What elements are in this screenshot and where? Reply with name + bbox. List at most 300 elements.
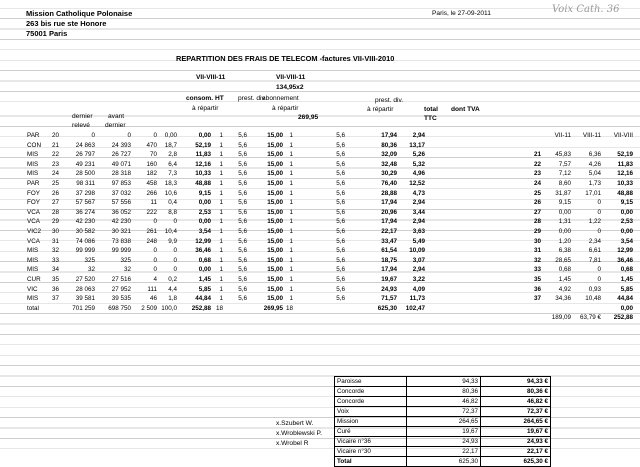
table-cell: 5,6 bbox=[336, 179, 345, 187]
table-cell: 4,96 bbox=[412, 170, 425, 178]
table-cell: 2,94 bbox=[412, 218, 425, 226]
hdr-total: total bbox=[424, 106, 438, 113]
table-cell: 1 bbox=[289, 227, 293, 235]
table-cell: 5,6 bbox=[238, 141, 247, 149]
table-cell: 269,95 bbox=[263, 304, 283, 312]
table-row bbox=[528, 285, 634, 295]
table-cell: 1,45 bbox=[198, 275, 211, 283]
table-cell: 0,68 bbox=[558, 266, 571, 274]
table-cell: 22 bbox=[533, 160, 541, 168]
table-cell: 1 bbox=[219, 208, 223, 216]
table-cell: MIS bbox=[27, 295, 39, 303]
table-cell bbox=[48, 304, 60, 314]
table-row bbox=[528, 256, 634, 266]
table-cell: 23 bbox=[533, 170, 541, 178]
table-cell: 99 999 bbox=[75, 247, 95, 255]
table-cell: 28 bbox=[533, 218, 541, 226]
table-cell: 3,54 bbox=[620, 237, 633, 245]
table-row bbox=[26, 256, 426, 266]
table-row bbox=[528, 160, 634, 170]
table-cell: 5,6 bbox=[336, 199, 345, 207]
monthly-split-table bbox=[528, 131, 634, 323]
name-szubert: x.Szubert W. bbox=[276, 420, 314, 427]
summary-row bbox=[335, 437, 551, 447]
table-cell: 6,36 bbox=[588, 151, 601, 159]
table-cell: 39 535 bbox=[111, 295, 131, 303]
table-cell: 2,94 bbox=[412, 199, 425, 207]
table-cell: 5,6 bbox=[336, 151, 345, 159]
table-cell: 0,00 bbox=[620, 227, 633, 235]
table-cell: 0 bbox=[153, 247, 157, 255]
summary-row bbox=[335, 407, 551, 417]
table-cell: 26 bbox=[51, 189, 59, 197]
table-cell: 12,52 bbox=[409, 179, 425, 187]
table-cell: 5,6 bbox=[238, 285, 247, 293]
table-cell: MIS bbox=[27, 170, 39, 178]
table-cell: 32 bbox=[51, 247, 59, 255]
table-cell: 8,60 bbox=[558, 179, 571, 187]
table-cell: 0,00 bbox=[198, 132, 211, 139]
table-cell: 1,45 bbox=[558, 275, 571, 283]
table-cell: 70 bbox=[149, 151, 157, 159]
table-cell: 5,6 bbox=[238, 275, 247, 283]
table-cell: 3,44 bbox=[412, 208, 425, 216]
table-cell: 1,31 bbox=[558, 218, 571, 226]
hdr-a-repartir: à répartir bbox=[192, 105, 219, 112]
table-cell: 15,00 bbox=[267, 151, 283, 159]
table-cell: 3,54 bbox=[198, 227, 211, 235]
table-cell: 32,48 bbox=[381, 160, 397, 168]
table-cell: 4,92 bbox=[558, 285, 571, 293]
table-cell: 0 bbox=[173, 218, 177, 226]
summary-cell: Total bbox=[335, 457, 407, 467]
summary-cell: 24,93 € bbox=[481, 437, 551, 447]
table-cell: 1,8 bbox=[168, 295, 177, 303]
table-cell: 325 bbox=[120, 256, 131, 264]
table-cell: 5,6 bbox=[336, 237, 345, 245]
table-cell: 5,6 bbox=[238, 151, 247, 159]
hdr-formula: 134,95x2 bbox=[276, 84, 304, 91]
table-cell: MIS bbox=[27, 266, 39, 274]
table-cell: 61,54 bbox=[381, 247, 397, 255]
table-cell: 5,49 bbox=[412, 237, 425, 245]
table-row bbox=[528, 275, 634, 285]
table-cell: 189,09 bbox=[551, 314, 571, 322]
summary-cell: Vicaire n°30 bbox=[335, 447, 407, 457]
table-cell: 0,00 bbox=[558, 208, 571, 216]
table-cell: 6,61 bbox=[588, 247, 601, 255]
table-cell: 52,19 bbox=[617, 151, 633, 159]
table-cell: 1,20 bbox=[558, 237, 571, 245]
table-cell: 37 032 bbox=[111, 189, 131, 197]
table-cell: 111 bbox=[147, 285, 157, 293]
table-cell: 1 bbox=[289, 179, 293, 187]
table-cell: 1 bbox=[219, 132, 223, 139]
table-row bbox=[26, 179, 426, 189]
summary-cell: 24,93 bbox=[407, 437, 481, 447]
table-row bbox=[528, 189, 634, 199]
table-cell: 12,16 bbox=[195, 160, 211, 168]
table-cell: 4 bbox=[153, 275, 157, 283]
table-cell: 2 509 bbox=[141, 304, 157, 312]
table-cell: 4,4 bbox=[168, 285, 177, 293]
table-cell: PAR bbox=[27, 132, 40, 139]
table-cell bbox=[528, 141, 542, 151]
table-cell: 0,00 bbox=[620, 208, 633, 216]
table-cell bbox=[224, 304, 248, 314]
table-cell: 4,09 bbox=[412, 285, 425, 293]
table-cell: 33,47 bbox=[381, 237, 397, 245]
table-cell bbox=[528, 304, 542, 314]
table-cell: 7,3 bbox=[168, 170, 177, 178]
table-cell: 0,00 bbox=[620, 304, 633, 312]
table-cell: 1 bbox=[289, 189, 293, 197]
table-cell: 37 bbox=[533, 295, 541, 303]
hdr-abonnement: abonnement bbox=[262, 95, 299, 102]
table-cell: 2,94 bbox=[412, 266, 425, 274]
table-cell: 5,6 bbox=[336, 256, 345, 264]
table-cell: CON bbox=[27, 141, 41, 149]
summary-table bbox=[334, 376, 551, 467]
summary-cell: 264,65 € bbox=[481, 417, 551, 427]
table-cell: 0 bbox=[91, 132, 95, 139]
summary-cell: 264,65 bbox=[407, 417, 481, 427]
table-row bbox=[528, 313, 634, 323]
table-cell: 49 231 bbox=[75, 160, 95, 168]
table-cell: 0 bbox=[153, 218, 157, 226]
table-cell: 28 063 bbox=[75, 285, 95, 293]
table-cell: 15,00 bbox=[267, 141, 283, 149]
table-cell: 15,00 bbox=[267, 199, 283, 207]
summary-cell: 80,36 bbox=[407, 387, 481, 397]
table-cell: 1 bbox=[289, 141, 293, 149]
table-cell: 0,68 bbox=[620, 266, 633, 274]
table-cell: 17,94 bbox=[381, 199, 397, 207]
table-cell: 32 bbox=[87, 266, 95, 274]
hdr-dernier2: dernier bbox=[105, 122, 126, 129]
summary-cell: Concorde bbox=[335, 397, 407, 407]
hdr-abo-a-repartir: à répartir bbox=[272, 105, 299, 112]
table-cell: 6,4 bbox=[168, 160, 177, 168]
table-cell: 5,6 bbox=[238, 160, 247, 168]
table-cell: 5,6 bbox=[336, 285, 345, 293]
table-cell: 24 393 bbox=[111, 141, 131, 149]
table-cell: 0,00 bbox=[164, 132, 177, 139]
table-cell: 0 bbox=[173, 266, 177, 274]
table-cell: 0,68 bbox=[198, 256, 211, 264]
hdr-prest-div2: prest. div. bbox=[375, 97, 404, 104]
table-cell: 182 bbox=[146, 170, 157, 178]
summary-row bbox=[335, 387, 551, 397]
table-cell: 74 086 bbox=[75, 237, 95, 245]
table-cell: 1 bbox=[219, 227, 223, 235]
table-cell: MIS bbox=[27, 256, 39, 264]
table-cell: 27 516 bbox=[111, 275, 131, 283]
table-cell: 5,6 bbox=[238, 170, 247, 178]
table-cell: 5,6 bbox=[238, 266, 247, 274]
hdr-dont-tva: dont TVA bbox=[451, 106, 480, 113]
table-cell: 9,15 bbox=[558, 199, 571, 207]
table-cell: 20 bbox=[51, 132, 59, 139]
table-cell: 32 bbox=[533, 256, 541, 264]
table-cell: 248 bbox=[146, 237, 157, 245]
table-cell: 5,26 bbox=[412, 151, 425, 159]
table-cell: 12,99 bbox=[617, 247, 633, 255]
table-row bbox=[528, 150, 634, 160]
table-cell: 8,8 bbox=[168, 208, 177, 216]
table-cell: 1 bbox=[289, 247, 293, 255]
table-cell: 5,6 bbox=[238, 189, 247, 197]
table-row bbox=[528, 198, 634, 208]
table-row bbox=[528, 179, 634, 189]
hdr-period2: VII-VIII-11 bbox=[276, 74, 306, 81]
table-cell: 29 bbox=[51, 218, 59, 226]
table-cell: 0 bbox=[597, 208, 601, 216]
table-cell: 15,00 bbox=[267, 170, 283, 178]
table-cell: 27 bbox=[533, 208, 541, 216]
table-cell: 15,00 bbox=[267, 275, 283, 283]
table-cell: 18 bbox=[285, 304, 293, 312]
summary-cell: 72,37 bbox=[407, 407, 481, 417]
table-cell: 325 bbox=[84, 256, 95, 264]
table-cell: 5,85 bbox=[620, 285, 633, 293]
table-cell: 1 bbox=[289, 256, 293, 264]
summary-cell: Curé bbox=[335, 427, 407, 437]
table-row bbox=[26, 189, 426, 199]
table-cell: 26 797 bbox=[75, 151, 95, 159]
table-cell: 5,6 bbox=[238, 208, 247, 216]
table-cell bbox=[572, 304, 602, 314]
table-cell: 1 bbox=[219, 256, 223, 264]
table-cell: 3,22 bbox=[412, 275, 425, 283]
table-cell: 37 298 bbox=[75, 189, 95, 197]
table-cell: 5,6 bbox=[336, 266, 345, 274]
summary-cell: 72,37 € bbox=[481, 407, 551, 417]
table-cell: 0,00 bbox=[198, 218, 211, 226]
table-cell: 5,6 bbox=[336, 247, 345, 255]
table-row bbox=[528, 227, 634, 237]
table-cell: 2,53 bbox=[620, 218, 633, 226]
table-cell: 1 bbox=[219, 266, 223, 274]
table-cell: 1 bbox=[219, 141, 223, 149]
table-row bbox=[26, 246, 426, 256]
table-cell: 266 bbox=[146, 189, 157, 197]
table-cell: 261 bbox=[146, 227, 157, 235]
table-cell: 2,8 bbox=[168, 151, 177, 159]
table-cell: 34,36 bbox=[555, 295, 571, 303]
table-cell: 1 bbox=[219, 151, 223, 159]
table-cell: 0,93 bbox=[588, 285, 601, 293]
hdr-avant: avant bbox=[108, 113, 125, 120]
table-row bbox=[528, 208, 634, 218]
table-cell: 1 bbox=[219, 160, 223, 168]
table-cell: 1 bbox=[289, 199, 293, 207]
table-cell: 31,87 bbox=[555, 189, 571, 197]
summary-row bbox=[335, 397, 551, 407]
table-cell: 5,6 bbox=[238, 179, 247, 187]
table-cell: 1 bbox=[289, 160, 293, 168]
table-cell: 5,6 bbox=[238, 199, 247, 207]
table-cell: 2,34 bbox=[588, 237, 601, 245]
table-cell: 28 318 bbox=[111, 170, 131, 178]
table-row bbox=[26, 169, 426, 179]
table-cell: 10,48 bbox=[585, 295, 601, 303]
table-cell: 5,04 bbox=[588, 170, 601, 178]
table-row bbox=[528, 246, 634, 256]
table-cell: 28,88 bbox=[381, 189, 397, 197]
table-cell: 18,3 bbox=[164, 179, 177, 187]
table-cell: 57 556 bbox=[111, 199, 131, 207]
hdr-prest-div: prest. div bbox=[238, 95, 265, 102]
table-cell: 36 274 bbox=[75, 208, 95, 216]
sender-city: 75001 Paris bbox=[26, 29, 68, 38]
table-cell: 30 bbox=[533, 237, 541, 245]
table-cell: 31 bbox=[533, 247, 541, 255]
table-cell: 21 bbox=[51, 141, 59, 149]
summary-row bbox=[335, 377, 551, 387]
table-cell: 10,4 bbox=[164, 227, 177, 235]
table-cell: 0,00 bbox=[198, 199, 211, 207]
table-cell: 1 bbox=[219, 218, 223, 226]
table-row bbox=[528, 141, 634, 151]
table-cell: 11,73 bbox=[409, 295, 425, 303]
table-cell: 1 bbox=[219, 247, 223, 255]
table-cell: 26 727 bbox=[111, 151, 131, 159]
table-cell: VCA bbox=[27, 218, 40, 226]
table-cell: 97 853 bbox=[111, 179, 131, 187]
table-cell: 24,93 bbox=[381, 285, 397, 293]
table-cell: 1 bbox=[219, 170, 223, 178]
table-cell: 15,00 bbox=[267, 208, 283, 216]
summary-cell: 80,36 € bbox=[481, 387, 551, 397]
table-cell: 252,88 bbox=[191, 304, 211, 312]
table-cell: 39 581 bbox=[75, 295, 95, 303]
table-cell: 1 bbox=[289, 266, 293, 274]
summary-cell: Paroisse bbox=[335, 377, 407, 387]
table-cell: 36,46 bbox=[617, 256, 633, 264]
table-cell: 9,15 bbox=[198, 189, 211, 197]
table-cell: 1 bbox=[289, 170, 293, 178]
table-cell: 27 520 bbox=[75, 275, 95, 283]
table-cell: 15,00 bbox=[267, 132, 283, 139]
table-cell: 5,6 bbox=[238, 218, 247, 226]
table-cell: 15,00 bbox=[267, 179, 283, 187]
table-cell: 5,6 bbox=[238, 237, 247, 245]
table-cell: 1,22 bbox=[588, 218, 601, 226]
table-cell: 17,94 bbox=[381, 132, 397, 139]
table-row bbox=[26, 265, 426, 275]
hdr-ttc: TTC bbox=[424, 115, 437, 122]
summary-cell: 46,82 € bbox=[481, 397, 551, 407]
table-cell: 5,6 bbox=[336, 132, 345, 139]
table-cell: 0 bbox=[173, 247, 177, 255]
table-row bbox=[26, 294, 426, 304]
table-cell bbox=[528, 313, 542, 323]
table-cell: 0 bbox=[597, 199, 601, 207]
hdr-consom: consom. HT bbox=[186, 95, 224, 102]
table-cell: 27 bbox=[51, 199, 59, 207]
table-row bbox=[26, 141, 426, 151]
table-cell: 52,19 bbox=[195, 141, 211, 149]
table-cell: 15,00 bbox=[267, 256, 283, 264]
table-cell: 35 bbox=[51, 275, 59, 283]
table-cell: 2,94 bbox=[412, 132, 425, 139]
table-row bbox=[26, 304, 426, 314]
table-cell bbox=[572, 141, 602, 151]
table-cell: 0,4 bbox=[168, 199, 177, 207]
place-date: Paris, le 27-09-2011 bbox=[432, 10, 491, 17]
table-cell: 7,12 bbox=[558, 170, 571, 178]
table-cell: 17,01 bbox=[585, 189, 601, 197]
table-cell: MIS bbox=[27, 160, 39, 168]
table-cell bbox=[294, 304, 346, 314]
table-cell: 24 863 bbox=[75, 141, 95, 149]
table-cell: 1 bbox=[289, 285, 293, 293]
table-cell: 1 bbox=[219, 285, 223, 293]
hdr-period1: VII-VIII-11 bbox=[196, 74, 226, 81]
table-row bbox=[528, 169, 634, 179]
name-wrobel: x.Wrobel R bbox=[276, 440, 309, 447]
table-cell: 5,6 bbox=[238, 295, 247, 303]
table-cell: 26 bbox=[533, 199, 541, 207]
table-cell: 1 bbox=[289, 151, 293, 159]
table-cell: 9,15 bbox=[620, 199, 633, 207]
table-cell: 36 052 bbox=[111, 208, 131, 216]
table-cell: 458 bbox=[146, 179, 157, 187]
table-cell: 36 bbox=[533, 285, 541, 293]
table-cell: 0,2 bbox=[168, 275, 177, 283]
summary-cell: 46,82 bbox=[407, 397, 481, 407]
sender-name: Mission Catholique Polonaise bbox=[26, 9, 133, 18]
table-cell: 222 bbox=[146, 208, 157, 216]
summary-row bbox=[335, 447, 551, 457]
table-cell: 0 bbox=[127, 132, 131, 139]
table-cell: 5,32 bbox=[412, 160, 425, 168]
table-cell: 5,6 bbox=[238, 227, 247, 235]
table-cell: 0 bbox=[597, 227, 601, 235]
table-cell: 10,33 bbox=[195, 170, 211, 178]
table-cell: total bbox=[27, 304, 39, 312]
table-cell: 36,46 bbox=[195, 247, 211, 255]
table-cell: 15,00 bbox=[267, 295, 283, 303]
summary-cell: 94,33 € bbox=[481, 377, 551, 387]
summary-cell: 625,30 bbox=[407, 457, 481, 467]
table-cell: 33 bbox=[51, 256, 59, 264]
table-cell: 1 bbox=[289, 208, 293, 216]
table-cell: 42 230 bbox=[111, 218, 131, 226]
table-cell: 0 bbox=[597, 275, 601, 283]
table-cell: 100,0 bbox=[161, 304, 177, 312]
table-cell: 4,26 bbox=[588, 160, 601, 168]
table-cell: 10,6 bbox=[164, 189, 177, 197]
sender-street: 263 bis rue ste Honore bbox=[26, 19, 107, 28]
table-cell: 13,17 bbox=[409, 141, 425, 149]
table-cell: 470 bbox=[146, 141, 157, 149]
table-cell: 21 bbox=[533, 151, 541, 159]
table-cell: 30,29 bbox=[381, 170, 397, 178]
table-row bbox=[528, 304, 634, 314]
table-cell: 34 bbox=[51, 266, 59, 274]
table-cell: 10,09 bbox=[409, 247, 425, 255]
table-cell: 18 bbox=[215, 304, 223, 312]
table-cell: 160 bbox=[146, 160, 157, 168]
table-cell: 98 311 bbox=[76, 179, 95, 187]
table-cell: 24 bbox=[533, 179, 541, 187]
table-cell: 19,67 bbox=[381, 275, 397, 283]
table-cell: 35 bbox=[533, 275, 541, 283]
table-cell: 15,00 bbox=[267, 237, 283, 245]
table-cell: 1 bbox=[219, 295, 223, 303]
